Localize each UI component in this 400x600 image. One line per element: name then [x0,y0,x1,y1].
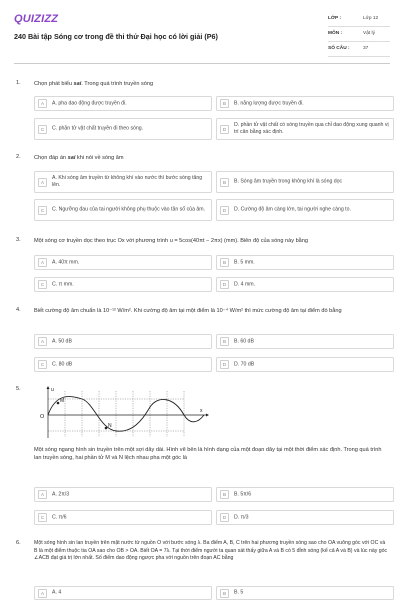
option-text: C. 80 dB [52,361,73,368]
option-text: C. π/6 [52,514,67,521]
option-text: A. 50 dB [52,338,72,345]
question-number: 6. [16,540,21,546]
document-title: 240 Bài tập Sóng cơ trong đề thi thử Đại học có lời giải (P6) [14,32,218,41]
option-letter: D [220,280,229,289]
option-text: A. 4 [52,589,62,596]
meta-row-count [328,43,390,57]
option-letter: B [220,178,229,187]
option-text: D. π/3 [234,514,249,521]
option-letter: D [220,360,229,369]
option-text: C. Ngưỡng đau của tai người không phụ thuộc vào tần số của âm. [52,206,206,213]
meta-value: Vật lý [363,31,375,36]
option-d[interactable] [216,277,394,292]
question-number: 5. [16,386,21,392]
question-number: 1. [16,80,21,86]
option-d[interactable] [216,199,394,221]
question-text [34,80,388,88]
option-text: D. Cường độ âm càng lớn, tai người nghe càng to. [234,206,351,213]
option-text: B. 5 mm. [234,259,255,266]
page-header [0,0,400,68]
option-text: C. phần tử vật chất truyền đi theo sóng. [52,125,144,132]
option-letter: C [38,125,47,134]
axis-u-label: u [51,387,54,393]
option-text: A. 2π/3 [52,491,70,498]
option-b[interactable] [216,255,394,270]
meta-key: MÔN : [328,31,343,36]
question-emphasis: sai [67,155,76,161]
option-letter: B [220,99,229,108]
quizizz-logo: QUIZIZZ [14,13,59,25]
option-b[interactable] [216,171,394,193]
option-text: B. 5π/6 [234,491,252,498]
question-text-part: Chọn phát biểu [34,81,74,87]
question-text-part: . Trong quá trình truyền sóng [81,81,154,87]
question-text: Một sóng ngang hình sin truyền trên một sợi dây dài. Hình vẽ bên là hình dạng của một đoạn dây tại một thời điểm xác định. Trong quá trình lan truyền sóng, hai phần tử M và N lệch nhau pha một góc là [34,447,382,462]
meta-row-class [328,13,390,27]
question-number: 2. [16,154,21,160]
option-letter: D [220,125,229,134]
wave-figure [34,385,212,440]
option-letter: A [38,589,47,598]
option-text: C. π mm. [52,281,74,288]
question-text: Một sóng cơ truyền dọc theo trục Ox với phương trình u = 5cos(40πt − 2πx) (mm). Biên độ của sóng này bằng [34,238,309,244]
question-number: 3. [16,237,21,243]
option-b[interactable] [216,487,394,502]
option-letter: A [38,337,47,346]
option-c[interactable] [34,118,212,140]
option-b[interactable] [216,96,394,111]
option-letter: A [38,99,47,108]
option-letter: C [38,280,47,289]
meta-key: SỐ CÂU : [328,46,350,51]
option-text: A. pha dao động được truyền đi. [52,100,127,107]
axis-x-label: x [200,408,203,414]
option-letter: A [38,258,47,267]
option-a[interactable] [34,171,212,193]
option-text: D. phần tử vật chất có sóng truyền qua chỉ dao động xung quanh vị trí cân bằng xác định. [234,122,389,135]
question-text-part: khi nói về sóng âm [75,155,124,161]
option-letter: D [220,513,229,522]
option-text: A. 40π mm. [52,259,80,266]
option-c[interactable] [34,277,212,292]
question-text: Một sóng hình sin lan truyền trên mặt nước từ nguồn O với bước sóng λ. Ba điểm A, B, C trên hai phương truyền sóng sao cho OA vuông góc với OC và B là một điểm thuộc tia OA sao cho OB > OA. Biết OA = 7λ. Tại thời điểm người ta quan sát thấy giữa A và B có 5 đỉnh sóng (kể cả A và B) và lúc này góc ∠ACB đạt giá trị lớn nhất. Số điểm dao động ngược pha với nguồn trên đoạn AC bằng [34,540,388,562]
option-text: A. Khi sóng âm truyền từ không khí vào nước thì bước sóng tăng lên. [52,175,203,188]
option-letter: C [38,513,47,522]
point-n-label: N [108,423,112,429]
option-a[interactable] [34,487,212,502]
question-emphasis: sai [73,81,82,87]
meta-value: Lớp 12 [363,16,379,21]
option-b[interactable] [216,334,394,349]
option-a[interactable] [34,96,212,111]
origin-label: O [40,414,45,420]
question-number: 4. [16,307,21,313]
option-letter: C [38,206,47,215]
option-d[interactable] [216,357,394,372]
question-text [34,154,388,162]
option-text: D. 70 dB [234,361,255,368]
option-letter: B [220,589,229,598]
option-letter: D [220,206,229,215]
option-c[interactable] [34,357,212,372]
meta-value: 37 [363,46,369,51]
header-divider [14,63,390,64]
option-a[interactable] [34,586,212,600]
option-letter: A [38,178,47,187]
option-text: D. 4 mm. [234,281,256,288]
option-letter: B [220,490,229,499]
option-letter: B [220,258,229,267]
point-n-marker [105,427,108,430]
meta-row-subject [328,28,390,42]
option-c[interactable] [34,510,212,525]
option-letter: C [38,360,47,369]
meta-key: LỚP : [328,16,342,21]
question-text-part: Chọn đáp án [34,155,68,161]
option-b[interactable] [216,586,394,600]
option-letter: A [38,490,47,499]
option-text: B. 5 [234,589,244,596]
point-m-label: M [60,398,65,404]
option-a[interactable] [34,255,212,270]
option-text: B. Sóng âm truyền trong không khí là sóng dọc [234,178,343,185]
option-letter: B [220,337,229,346]
option-c[interactable] [34,199,212,221]
option-a[interactable] [34,334,212,349]
point-m-marker [57,402,60,405]
question-text: Biết cường độ âm chuẩn là 10⁻¹² W/m². Khi cường độ âm tại một điểm là 10⁻⁴ W/m² thì mức cường độ âm tại điểm đó bằng [34,308,342,314]
option-text: B. năng lượng được truyền đi. [234,100,304,107]
option-text: B. 60 dB [234,338,254,345]
option-d[interactable] [216,118,394,140]
option-d[interactable] [216,510,394,525]
